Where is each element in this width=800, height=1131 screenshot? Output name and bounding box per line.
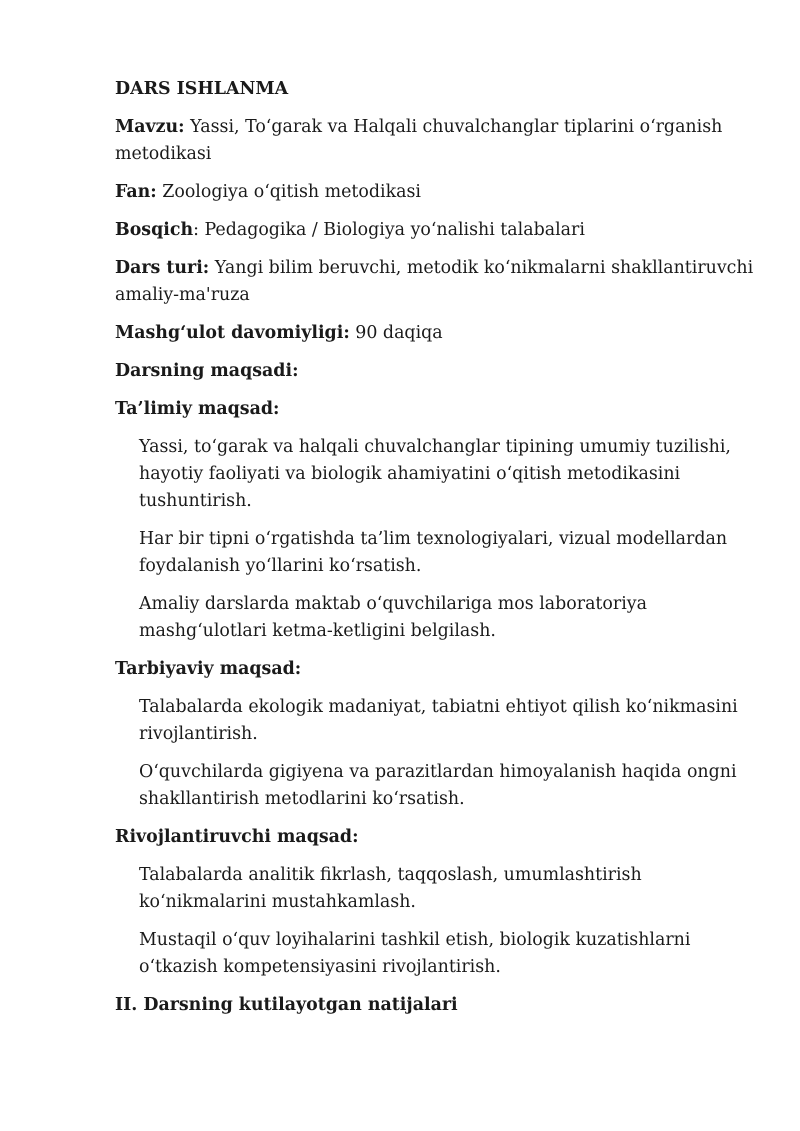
subject-value: Zoologiya o‘qitish metodikasi (156, 182, 421, 202)
educational-goal-heading: Ta’limiy maqsad: (115, 399, 280, 419)
developmental-goal-item: Mustaqil o‘quv loyihalarini tashkil etish, biologik kuzatishlarni o‘tkazish kompetensiyasini rivojlantirish. (139, 930, 691, 977)
document-page (115, 76, 755, 1030)
developmental-goal-heading: Rivojlantiruvchi maqsad: (115, 827, 359, 847)
duration-line (115, 320, 755, 347)
educational-goal-item: Har bir tipni o‘rgatishda ta’lim texnologiyalari, vizual modellardan foydalanish yo‘llarini ko‘rsatish. (139, 529, 728, 576)
stage-value: : Pedagogika / Biologiya yo‘nalishi talabalari (193, 220, 585, 240)
duration-label: Mashg‘ulot davomiyligi: (115, 323, 350, 343)
upbringing-goal-heading: Tarbiyaviy maqsad: (115, 659, 302, 679)
stage-label: Bosqich (115, 220, 194, 240)
document-title: DARS ISHLANMA (115, 79, 289, 99)
subject-label: Fan: (115, 182, 157, 202)
lesson-type-label: Dars turi: (115, 258, 210, 278)
subject-line (115, 179, 755, 206)
topic-line (115, 114, 755, 168)
stage-line (115, 217, 755, 244)
lesson-type-line (115, 255, 755, 309)
section-2-heading: II. Darsning kutilayotgan natijalari (115, 995, 458, 1015)
educational-goal-item: Amaliy darslarda maktab o‘quvchilariga mos laboratoriya mashg‘ulotlari ketma-ketligini belgilash. (139, 594, 647, 641)
topic-label: Mavzu: (115, 117, 185, 137)
topic-value: Yassi, To‘garak va Halqali chuvalchanglar tiplarini o‘rganish metodikasi (115, 117, 723, 164)
duration-value: 90 daqiqa (349, 323, 443, 343)
goals-heading: Darsning maqsadi: (115, 361, 299, 381)
developmental-goal-item: Talabalarda analitik fikrlash, taqqoslash, umumlashtirish ko‘nikmalarini mustahkamlash. (139, 865, 642, 912)
upbringing-goal-item: O‘quvchilarda gigiyena va parazitlardan himoyalanish haqida ongni shakllantirish metodlarini ko‘rsatish. (139, 762, 737, 809)
lesson-type-value: Yangi bilim beruvchi, metodik ko‘nikmalarni shakllantiruvchi amaliy-ma'ruza (115, 258, 754, 305)
educational-goal-item: Yassi, to‘garak va halqali chuvalchanglar tipining umumiy tuzilishi, hayotiy faoliyati va biologik ahamiyatini o‘qitish metodikasini tushuntirish. (139, 437, 731, 511)
upbringing-goal-item: Talabalarda ekologik madaniyat, tabiatni ehtiyot qilish ko‘nikmasini rivojlantirish. (139, 697, 738, 744)
